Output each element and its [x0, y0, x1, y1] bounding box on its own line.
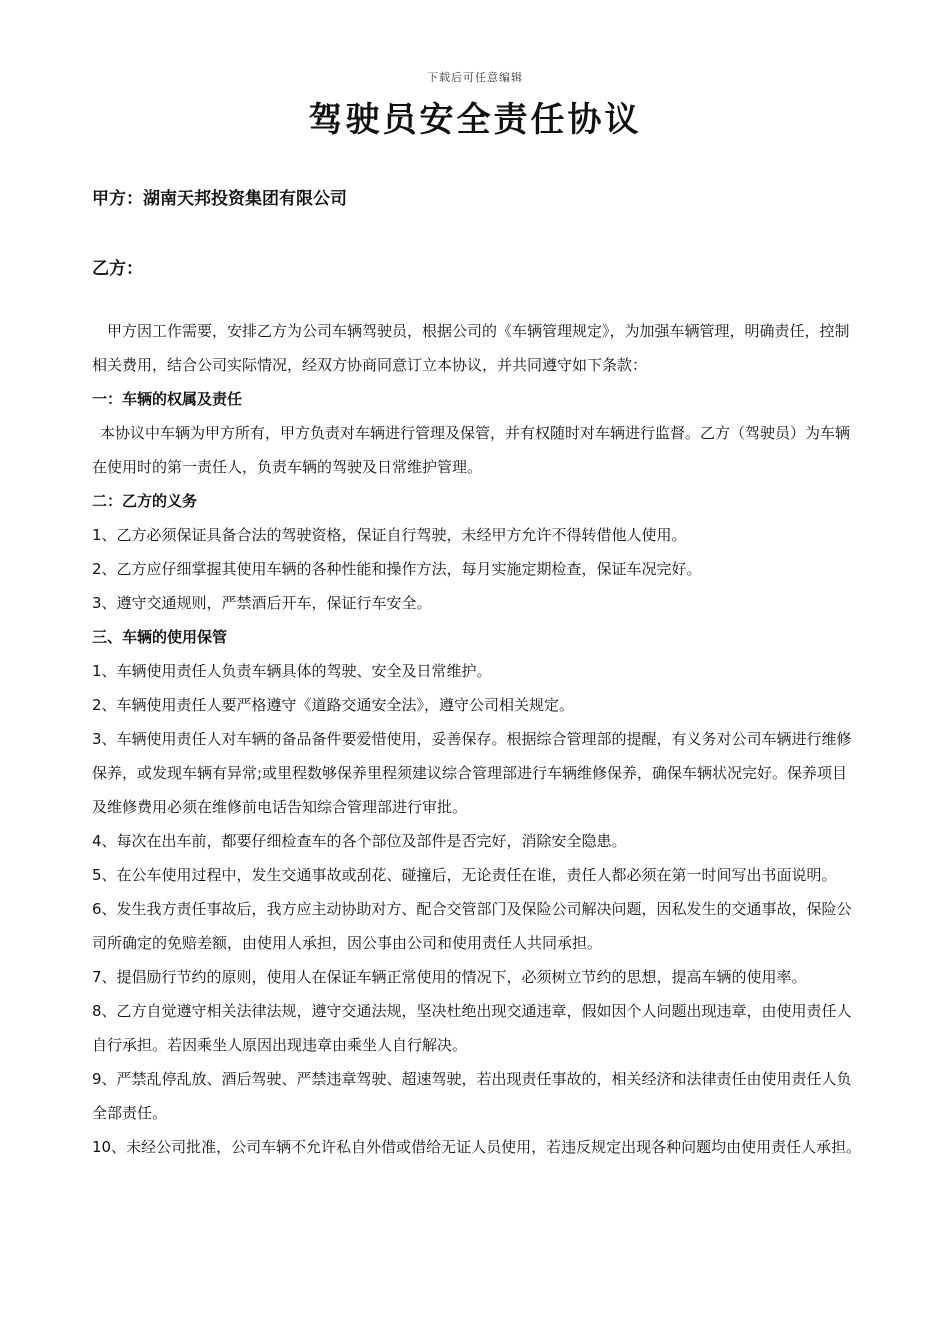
section-3-item: 3、车辆使用责任人对车辆的备品备件要爱惜使用，妥善保存。根据综合管理部的提醒，有义务对公司车辆进行维修保养，或发现车辆有异常;或里程数够保养里程须建议综合管理部进行车辆维修保养，确保车辆状况完好。保养项目及维修费用必须在维修前电话告知综合管理部进行审批。: [92, 730, 852, 816]
section-2-item: 3、遵守交通规则，严禁酒后开车，保证行车安全。: [92, 594, 432, 612]
party-a: 甲方：湖南天邦投资集团有限公司: [92, 189, 347, 209]
section-3-item: 8、乙方自觉遵守相关法律法规，遵守交通法规，坚决杜绝出现交通违章，假如因个人问题出现违章，由使用责任人自行承担。若因乘坐人原因出现违章由乘坐人自行解决。: [92, 1002, 852, 1054]
intro-paragraph: 甲方因工作需要，安排乙方为公司车辆驾驶员，根据公司的《车辆管理规定》，为加强车辆管理，明确责任，控制相关费用，结合公司实际情况，经双方协商同意订立本协议，并共同遵守如下条款：: [92, 322, 850, 374]
section-3-item: 7、提倡励行节约的原则，使用人在保证车辆正常使用的情况下，必须树立节约的思想，提高车辆的使用率。: [92, 968, 807, 986]
section-3-item: 9、严禁乱停乱放、酒后驾驶、严禁违章驾驶、超速驾驶，若出现责任事故的，相关经济和法律责任由使用责任人负全部责任。: [92, 1070, 852, 1122]
section-3-item: 2、车辆使用责任人要严格遵守《道路交通安全法》，遵守公司相关规定。: [92, 696, 575, 714]
section-3-item: 6、发生我方责任事故后，我方应主动协助对方、配合交管部门及保险公司解决问题，因私发生的交通事故，保险公司所确定的免赔差额，由使用人承担，因公事由公司和使用责任人共同承担。: [92, 900, 852, 952]
party-b: 乙方：: [92, 259, 143, 279]
section-1-paragraph: 本协议中车辆为甲方所有，甲方负责对车辆进行管理及保管，并有权随时对车辆进行监督。乙方（驾驶员）为车辆在使用时的第一责任人，负责车辆的驾驶及日常维护管理。: [92, 424, 851, 476]
header-note: 下载后可任意编辑: [427, 71, 523, 84]
agreement-body: [92, 314, 862, 1164]
document-title: 驾驶员安全责任协议: [308, 100, 642, 140]
section-3-item: 1、车辆使用责任人负责车辆具体的驾驶、安全及日常维护。: [92, 662, 492, 680]
section-2-heading: 二：乙方的义务: [92, 492, 198, 510]
section-3-item: 4、每次在出车前，都要仔细检查车的各个部位及部件是否完好，消除安全隐患。: [92, 832, 627, 850]
section-3-item: 5、在公车使用过程中，发生交通事故或刮花、碰撞后，无论责任在谁，责任人都必须在第一时间写出书面说明。: [92, 866, 837, 884]
section-3-heading: 三、车辆的使用保管: [92, 628, 228, 646]
section-1-heading: 一：车辆的权属及责任: [92, 390, 243, 408]
section-2-item: 1、乙方必须保证具备合法的驾驶资格，保证自行驾驶，未经甲方允许不得转借他人使用。: [92, 526, 687, 544]
section-3-item: 10、未经公司批准，公司车辆不允许私自外借或借给无证人员使用，若违反规定出现各种问题均由使用责任人承担。: [92, 1138, 862, 1156]
section-2-item: 2、乙方应仔细掌握其使用车辆的各种性能和操作方法，每月实施定期检查，保证车况完好。: [92, 560, 702, 578]
